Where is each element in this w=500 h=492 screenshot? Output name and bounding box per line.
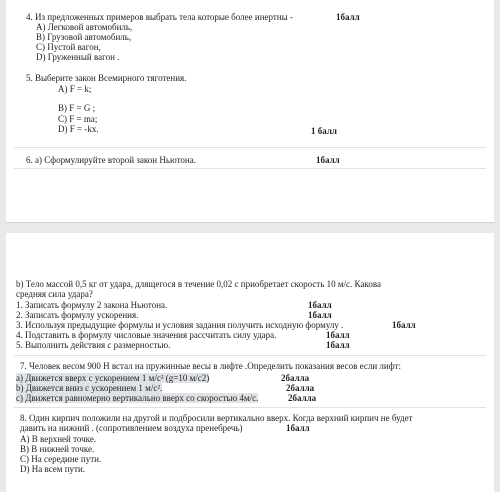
q5-question: 5. Выберите закон Всемирного тяготения. xyxy=(26,73,187,83)
q4-option-d: D) Груженный вагон . xyxy=(36,52,120,62)
q7-question: 7. Человек весом 900 Н встал на пружинные весы в лифте .Определить показания весов если лифт: xyxy=(20,361,401,371)
q6b-step-4: 4. Подставить в формулу числовые значения рассчитать силу удара. xyxy=(16,330,277,340)
q4-question: 4. Из предложенных примеров выбрать тела которые более инертны - xyxy=(26,12,293,22)
q6b-step-3-points: 1балл xyxy=(392,320,416,330)
q4-option-a: A) Легковой автомобиль, xyxy=(36,22,133,32)
q5-points: 1 балл xyxy=(311,126,337,136)
q4-points: 1балл xyxy=(336,12,360,22)
divider xyxy=(14,147,486,148)
q8-text-line1: 8. Один кирпич положили на другой и подбросили вертикально вверх. Когда верхний кирпич не будет xyxy=(20,413,413,423)
q6b-step-5: 5. Выполнить действия с размерностью. xyxy=(16,340,171,350)
worksheet-page-top xyxy=(6,0,494,223)
q7-item-b-points: 2балла xyxy=(286,383,315,393)
worksheet-page-bottom xyxy=(6,233,494,492)
q6a-points: 1балл xyxy=(316,155,340,165)
divider xyxy=(14,168,486,169)
q8-text-line2: давить на нижний . (сопротивлением воздуха пренебречь) xyxy=(20,423,243,433)
q6b-step-1-points: 1балл xyxy=(308,300,332,310)
q4-option-c: C) Пустой вагон, xyxy=(36,42,101,52)
q7-item-c: c) Движется равномерно вертикально вверх со скоростью 4м/с. xyxy=(16,393,259,403)
q8-points: 1балл xyxy=(286,423,310,433)
q6b-text-line1: b) Тело массой 0,5 кг от удара, длящегося в течение 0,02 с приобретает скорость 10 м/с. Какова xyxy=(16,279,381,289)
q5-option-c: C) F = ma; xyxy=(58,114,98,124)
q8-option-d: D) На всем пути. xyxy=(20,464,86,474)
q6b-text-line2: средняя сила удара? xyxy=(16,289,93,299)
q8-option-c: C) На середине пути. xyxy=(20,454,102,464)
q8-option-a: A) В верхней точке. xyxy=(20,434,97,444)
q7-item-a-points: 2балла xyxy=(281,373,310,383)
q6b-step-5-points: 1балл xyxy=(326,340,350,350)
q6a-question: 6. а) Сформулируйте второй закон Ньютона. xyxy=(26,155,196,165)
q6b-step-2-points: 1балл xyxy=(308,310,332,320)
divider xyxy=(14,355,486,356)
q8-option-b: B) В нижней точке. xyxy=(20,444,95,454)
q6b-step-2: 2. Записать формулу ускорения. xyxy=(16,310,139,320)
q6b-step-3: 3. Используя предыдущие формулы и условия задания получить исходную формулу . xyxy=(16,320,344,330)
q7-item-b: b) Движется вниз с ускорением 1 м/с². xyxy=(16,383,163,393)
q6b-step-1: 1. Записать формулу 2 закона Ньютона. xyxy=(16,300,168,310)
q6b-step-4-points: 1балл xyxy=(326,330,350,340)
q4-option-b: B) Грузовой автомобиль, xyxy=(36,32,132,42)
divider xyxy=(14,407,486,408)
q7-item-a: a) Движется вверх с ускорением 1 м/с² (g=10 м/с2) xyxy=(16,373,210,383)
q5-option-a: A) F = k; xyxy=(58,84,92,94)
q7-item-c-points: 2балла xyxy=(288,393,317,403)
q5-option-b: B) F = G ; xyxy=(58,103,96,113)
q5-option-d: D) F = -kx. xyxy=(58,124,99,134)
